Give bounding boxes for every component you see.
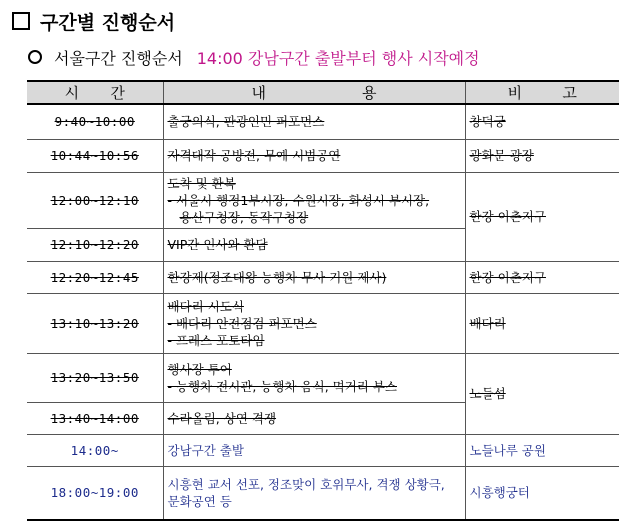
table-row bbox=[27, 139, 619, 172]
section-heading bbox=[12, 6, 175, 36]
content-line: 배다리 시도식 bbox=[167, 298, 244, 314]
schedule-table bbox=[27, 80, 619, 521]
content-line: 도착 및 환복 bbox=[167, 175, 236, 191]
content-cell bbox=[163, 466, 465, 520]
remark-cell: 시흥행궁터 bbox=[465, 466, 619, 520]
time-cell: 9:40~10:00 bbox=[27, 104, 163, 139]
time-cell: 13:10~13:20 bbox=[27, 293, 163, 353]
subsection-heading bbox=[28, 44, 480, 70]
content-line: 시흥현 교서 선포, 정조맞이 호위무사, 격쟁 상황극, bbox=[167, 476, 445, 492]
content-cell bbox=[163, 353, 465, 402]
header-content-char-1: 내 bbox=[251, 84, 266, 102]
circle-bullet-icon bbox=[28, 50, 42, 64]
content-cell bbox=[163, 434, 465, 466]
remark-cell: 한강 이촌지구 bbox=[465, 261, 619, 293]
content-line: - 배다리 안전점검 퍼포먼스 bbox=[167, 315, 317, 331]
content-cell bbox=[163, 104, 465, 139]
content-cell bbox=[163, 293, 465, 353]
content-line: 자격대작 공방전, 무예 시범공연 bbox=[167, 148, 341, 163]
subsection-label: 서울구간 진행순서 bbox=[54, 48, 183, 68]
time-cell: 14:00~ bbox=[27, 434, 163, 466]
header-content-char-2: 용 bbox=[362, 84, 377, 102]
time-cell: 13:40~14:00 bbox=[27, 402, 163, 434]
table-row bbox=[27, 261, 619, 293]
content-line: 강남구간 출발 bbox=[167, 442, 244, 458]
content-cell bbox=[163, 402, 465, 434]
header-time-char-1: 시 bbox=[64, 84, 80, 102]
content-line: - 능행차 전시관, 능행차 음식, 먹거리 부스 bbox=[167, 378, 397, 394]
remark-cell: 배다리 bbox=[465, 293, 619, 353]
content-cell bbox=[163, 172, 465, 228]
header-time bbox=[27, 81, 163, 104]
start-time-note: 14:00 강남구간 출발부터 행사 시작예정 bbox=[196, 48, 480, 68]
content-line: - 프레스 포토타임 bbox=[167, 332, 265, 348]
content-line: - 서울시 행정1부시장, 수원시장, 화성시 부시장, bbox=[167, 192, 430, 208]
content-line: 행사장 투어 bbox=[167, 361, 232, 377]
remark-cell: 노들나루 공원 bbox=[465, 434, 619, 466]
header-remark-char-2: 고 bbox=[562, 84, 577, 102]
table-row bbox=[27, 104, 619, 139]
content-line: 용산구청장, 동작구청장 bbox=[179, 209, 309, 225]
content-cell bbox=[163, 139, 465, 172]
header-time-char-2: 간 bbox=[110, 84, 125, 102]
time-cell: 12:00~12:10 bbox=[27, 172, 163, 228]
checkbox-square-icon bbox=[12, 12, 30, 30]
table-row bbox=[27, 172, 619, 228]
time-cell: 13:20~13:50 bbox=[27, 353, 163, 402]
content-line: 문화공연 등 bbox=[167, 493, 232, 509]
header-remark-char-1: 비 bbox=[507, 84, 523, 102]
time-cell: 18:00~19:00 bbox=[27, 466, 163, 520]
table-header-row bbox=[27, 81, 619, 104]
content-line: 출궁의식, 판광인민 퍼포먼스 bbox=[167, 114, 325, 130]
content-cell bbox=[163, 228, 465, 261]
content-line: VIP간 인사와 환담 bbox=[167, 237, 268, 252]
remark-cell: 노들섬 bbox=[465, 353, 619, 434]
time-cell: 12:20~12:45 bbox=[27, 261, 163, 293]
remark-cell: 광화문 광장 bbox=[465, 139, 619, 172]
time-cell: 10:44~10:56 bbox=[27, 139, 163, 172]
content-line: 수라올림, 상연 격쟁 bbox=[167, 410, 277, 426]
section-title: 구간별 진행순서 bbox=[40, 11, 176, 34]
content-cell bbox=[163, 261, 465, 293]
table-row bbox=[27, 293, 619, 353]
remark-cell: 창덕궁 bbox=[465, 104, 619, 139]
header-remark bbox=[465, 81, 619, 104]
time-cell: 12:10~12:20 bbox=[27, 228, 163, 261]
table-row bbox=[27, 466, 619, 520]
content-line: 한강제(정조대왕 능행차 무사 기원 제사) bbox=[167, 269, 387, 285]
header-content bbox=[163, 81, 465, 104]
remark-cell: 한강 이촌지구 bbox=[465, 172, 619, 261]
table-row bbox=[27, 353, 619, 402]
table-row bbox=[27, 434, 619, 466]
